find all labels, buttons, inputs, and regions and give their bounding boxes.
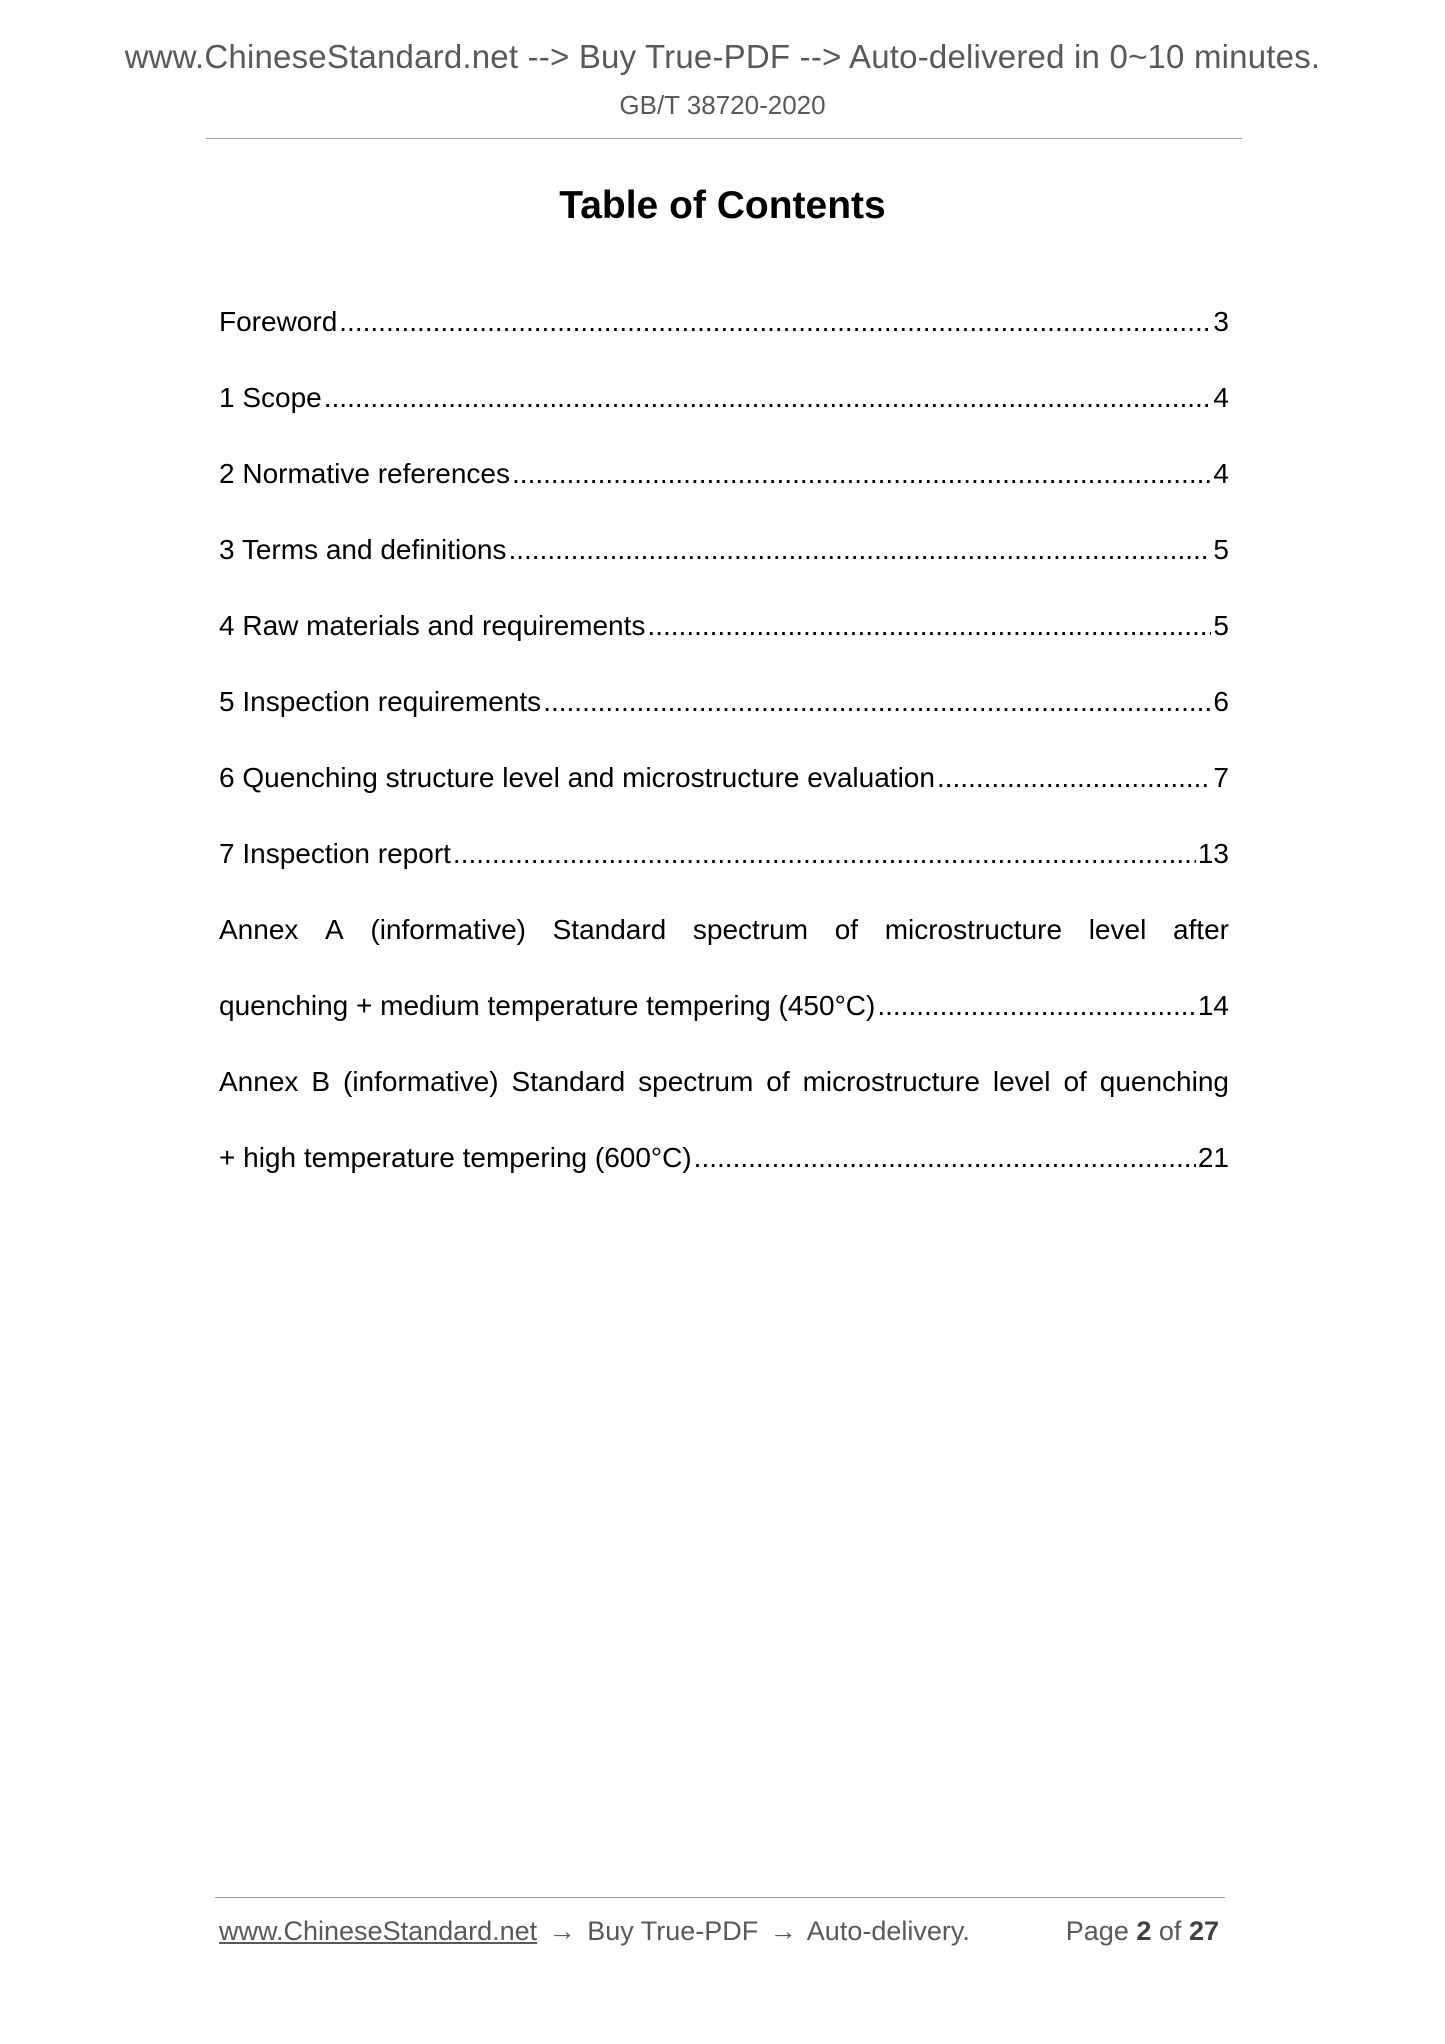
header-divider xyxy=(206,138,1242,139)
toc-page-number: 14 xyxy=(1197,990,1229,1021)
toc-entry-annex-b-line1[interactable] xyxy=(219,1061,1229,1137)
toc-page-number: 13 xyxy=(1197,838,1229,869)
total-pages: 27 xyxy=(1188,1916,1219,1946)
arrow-right-icon: → xyxy=(769,1916,797,1946)
toc-word: B xyxy=(311,1066,331,1097)
page-word: Page xyxy=(1065,1916,1129,1946)
toc-entry-annex-b-line2[interactable] xyxy=(219,1137,1229,1213)
page-footer xyxy=(219,1916,1219,1947)
toc-leader xyxy=(512,453,1211,495)
toc-page-number: 6 xyxy=(1213,686,1229,717)
toc-page-number: 21 xyxy=(1197,1142,1229,1173)
toc-leader xyxy=(324,377,1212,419)
toc-leader xyxy=(543,681,1211,723)
footer-buy-text: Buy True-PDF xyxy=(587,1916,759,1946)
toc-word: (informative) xyxy=(343,1066,499,1097)
toc-word: level xyxy=(992,1066,1051,1097)
footer-site-link[interactable]: www.ChineseStandard.net xyxy=(219,1916,538,1946)
toc-entry-annex-a-line1[interactable] xyxy=(219,909,1229,985)
toc-leader xyxy=(877,985,1196,1027)
toc-leader xyxy=(647,605,1211,647)
toc-word: Annex xyxy=(219,914,299,945)
toc-label: 3 Terms and definitions xyxy=(219,534,507,565)
toc-page-number: 4 xyxy=(1213,458,1229,489)
toc-word: spectrum xyxy=(692,914,809,945)
toc-entry-foreword[interactable] xyxy=(219,301,1229,377)
footer-delivery-text: Auto-delivery. xyxy=(806,1916,970,1946)
toc-label: Foreword xyxy=(219,306,338,337)
toc-label: 7 Inspection report xyxy=(219,838,451,869)
toc-word: after xyxy=(1172,914,1229,945)
toc-label-line2: quenching + medium temperature tempering (450°C) xyxy=(219,990,876,1021)
toc-label: 1 Scope xyxy=(219,382,322,413)
toc-entry-terms-definitions[interactable] xyxy=(219,529,1229,605)
toc-entry-normative-references[interactable] xyxy=(219,453,1229,529)
arrow-right-icon: → xyxy=(548,1916,576,1946)
toc-entry-annex-a-line2[interactable] xyxy=(219,985,1229,1061)
toc-page-number: 3 xyxy=(1213,306,1229,337)
toc-page-number: 4 xyxy=(1213,382,1229,413)
toc-word: A xyxy=(325,914,344,945)
toc-leader xyxy=(694,1137,1196,1179)
toc-word: of xyxy=(834,914,859,945)
toc-word: (informative) xyxy=(370,914,526,945)
toc-page-number: 7 xyxy=(1213,762,1229,793)
toc-word: Annex xyxy=(219,1066,299,1097)
toc-entry-raw-materials[interactable] xyxy=(219,605,1229,681)
toc-page-number: 5 xyxy=(1213,610,1229,641)
toc-label: 4 Raw materials and requirements xyxy=(219,610,646,641)
page-indicator xyxy=(1066,1916,1219,1947)
toc-leader xyxy=(937,757,1211,799)
toc-leader xyxy=(508,529,1211,571)
toc-label: 5 Inspection requirements xyxy=(219,686,542,717)
toc-word: level xyxy=(1088,914,1147,945)
page-title: Table of Contents xyxy=(559,184,886,227)
toc-word: of xyxy=(766,1066,790,1097)
of-word: of xyxy=(1158,1916,1182,1946)
toc-leader xyxy=(453,833,1196,875)
toc-leader xyxy=(339,301,1211,343)
toc-word: of xyxy=(1063,1066,1087,1097)
toc-word: microstructure xyxy=(884,914,1063,945)
toc-page-number: 5 xyxy=(1213,534,1229,565)
table-of-contents xyxy=(219,301,1229,1213)
toc-entry-scope[interactable] xyxy=(219,377,1229,453)
toc-word: Standard xyxy=(511,1066,626,1097)
toc-word: quenching xyxy=(1099,1066,1229,1097)
toc-word: spectrum xyxy=(638,1066,754,1097)
toc-word: microstructure xyxy=(802,1066,980,1097)
current-page: 2 xyxy=(1136,1916,1152,1946)
standard-code: GB/T 38720-2020 xyxy=(619,90,826,120)
toc-entry-inspection-report[interactable] xyxy=(219,833,1229,909)
toc-label: 2 Normative references xyxy=(219,458,511,489)
header-banner: www.ChineseStandard.net --> Buy True-PDF --> Auto-delivered in 0~10 minutes. xyxy=(124,38,1321,75)
toc-entry-inspection-requirements[interactable] xyxy=(219,681,1229,757)
toc-label: 6 Quenching structure level and microstructure evaluation xyxy=(219,762,935,793)
toc-entry-quenching-structure[interactable] xyxy=(219,757,1229,833)
footer-divider xyxy=(215,1897,1225,1898)
toc-label-line2: + high temperature tempering (600°C) xyxy=(219,1142,692,1173)
toc-word: Standard xyxy=(552,914,667,945)
